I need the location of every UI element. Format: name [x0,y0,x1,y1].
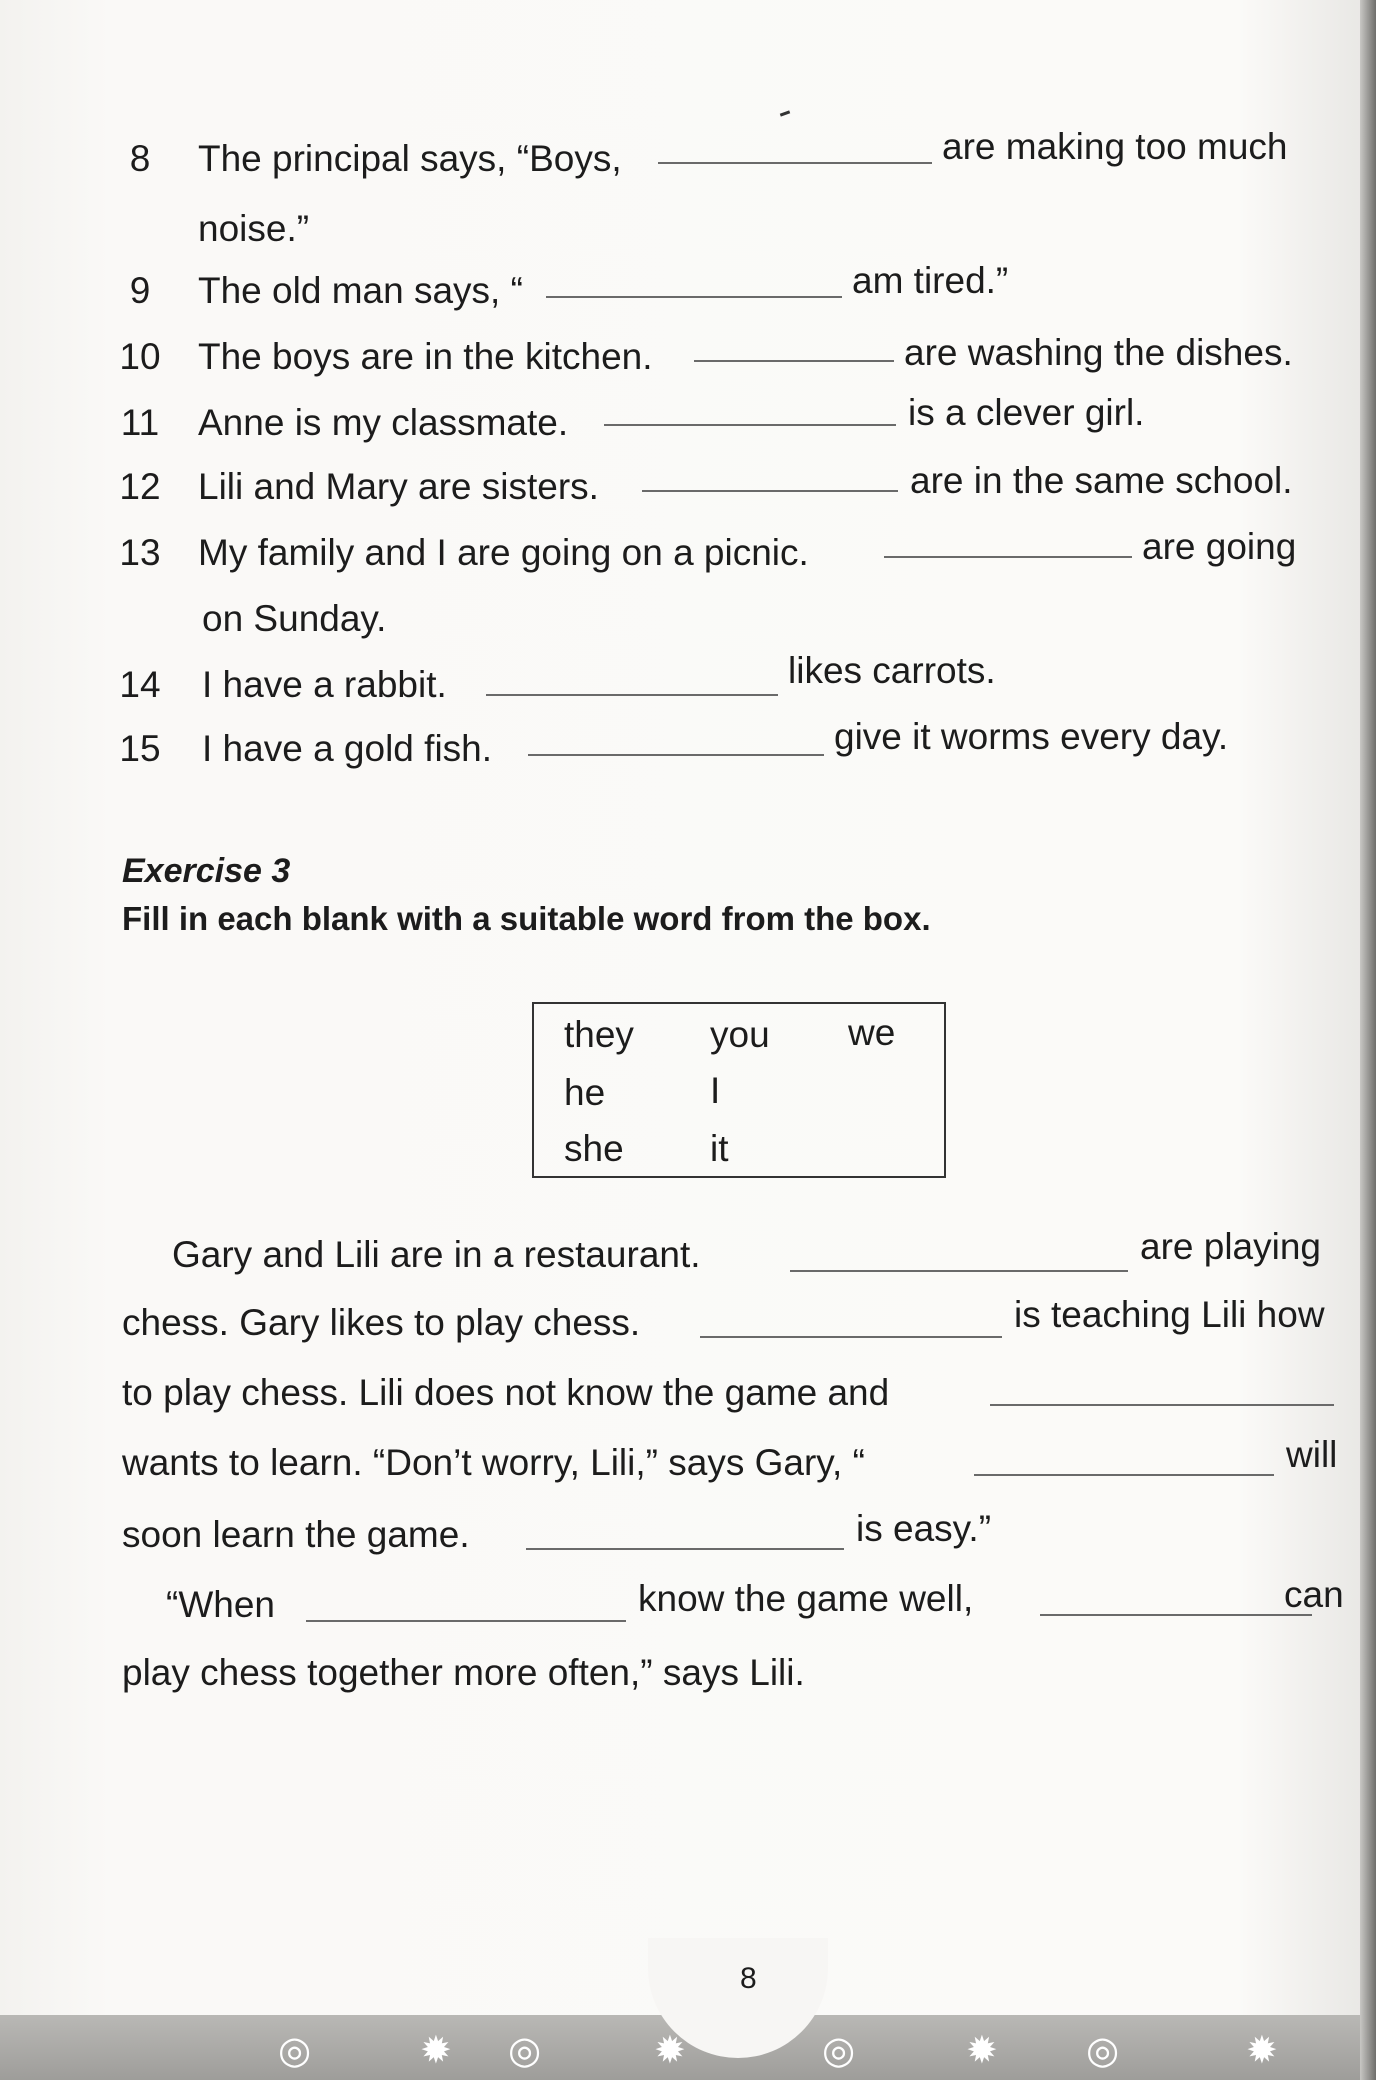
exercise-instruction: Fill in each blank with a suitable word from the box. [122,900,931,937]
word-option: I [710,1070,721,1111]
question-text: My family and I are going on a picnic. [198,532,809,573]
question-text: The old man says, “ [198,270,523,311]
question-12 [0,460,1376,526]
star-icon: ✹ [420,2030,452,2072]
word-option: he [564,1072,606,1113]
question-text-continued: on Sunday. [202,598,387,639]
star-icon: ✹ [654,2030,686,2072]
question-14 [0,650,1376,724]
passage-text: is teaching Lili how [1014,1294,1325,1335]
question-13-continued [0,598,1376,658]
spiral-icon: ◎ [1086,2030,1120,2072]
question-number: 10 [119,336,161,377]
question-number: 14 [119,664,161,705]
page-number: 8 [740,1962,757,1995]
passage-text: “When [166,1584,275,1625]
spiral-icon: ◎ [508,2030,542,2072]
question-number: 8 [129,138,151,179]
passage-text: are playing [1140,1226,1322,1267]
question-text-after: likes carrots. [788,650,996,691]
question-text-after: are going [1142,526,1297,567]
question-number: 13 [119,532,161,573]
passage-text: chess. Gary likes to play chess. [122,1302,641,1343]
passage-text: will [1286,1434,1338,1475]
word-option: we [848,1012,896,1053]
answer-blank[interactable] [486,694,778,696]
answer-blank[interactable] [526,1548,844,1550]
question-text: Anne is my classmate. [198,402,569,443]
answer-blank[interactable] [306,1620,626,1622]
question-text-continued: noise.” [198,208,310,249]
answer-blank[interactable] [990,1404,1334,1406]
question-text-after: is a clever girl. [908,392,1145,433]
question-8 [0,126,1376,198]
passage-text: play chess together more often,” says Lili. [122,1652,805,1693]
question-number: 11 [120,402,160,443]
passage-text: know the game well, [638,1578,974,1619]
word-option: it [710,1128,729,1169]
question-text-after: are making too much [942,126,1288,167]
spiral-icon: ◎ [822,2030,856,2072]
question-text: The boys are in the kitchen. [198,336,653,377]
question-number: 12 [119,466,161,507]
spiral-icon: ◎ [278,2030,312,2072]
answer-blank[interactable] [658,162,932,164]
question-text-after: are in the same school. [910,460,1293,501]
answer-blank[interactable] [642,490,898,492]
word-option: they [564,1014,634,1055]
passage-text: is easy.” [856,1508,992,1549]
answer-blank[interactable] [974,1474,1274,1476]
question-13 [0,526,1376,592]
question-text: I have a gold fish. [202,728,493,769]
answer-blank[interactable] [790,1270,1128,1272]
answer-blank[interactable] [604,424,896,426]
question-9 [0,260,1376,330]
passage-text: Gary and Lili are in a restaurant. [172,1234,701,1275]
word-option: she [564,1128,624,1169]
question-text-after: am tired.” [852,260,1009,301]
question-11 [0,392,1376,462]
answer-blank[interactable] [884,556,1132,558]
question-text: The principal says, “Boys, [198,138,622,179]
question-10 [0,332,1376,396]
passage-text: wants to learn. “Don’t worry, Lili,” says Gary, “ [122,1442,865,1483]
star-icon: ✹ [966,2030,998,2072]
answer-blank[interactable] [528,754,824,756]
question-15 [0,716,1376,788]
question-text-after: give it worms every day. [834,716,1229,757]
passage-text: to play chess. Lili does not know the game and [122,1372,890,1413]
question-number: 15 [119,728,161,769]
passage-text: can [1284,1574,1344,1615]
question-text: Lili and Mary are sisters. [198,466,599,507]
star-icon: ✹ [1246,2030,1278,2072]
question-8-continued [0,208,1376,268]
passage-text: soon learn the game. [122,1514,470,1555]
answer-blank[interactable] [694,360,894,362]
question-text-after: are washing the dishes. [904,332,1293,373]
answer-blank[interactable] [546,296,842,298]
question-number: 9 [129,270,151,311]
answer-blank[interactable] [1040,1614,1312,1616]
word-box [532,1002,946,1178]
question-text: I have a rabbit. [202,664,447,705]
word-option: you [710,1014,770,1055]
answer-blank[interactable] [700,1336,1002,1338]
exercise-title: Exercise 3 [122,852,291,890]
